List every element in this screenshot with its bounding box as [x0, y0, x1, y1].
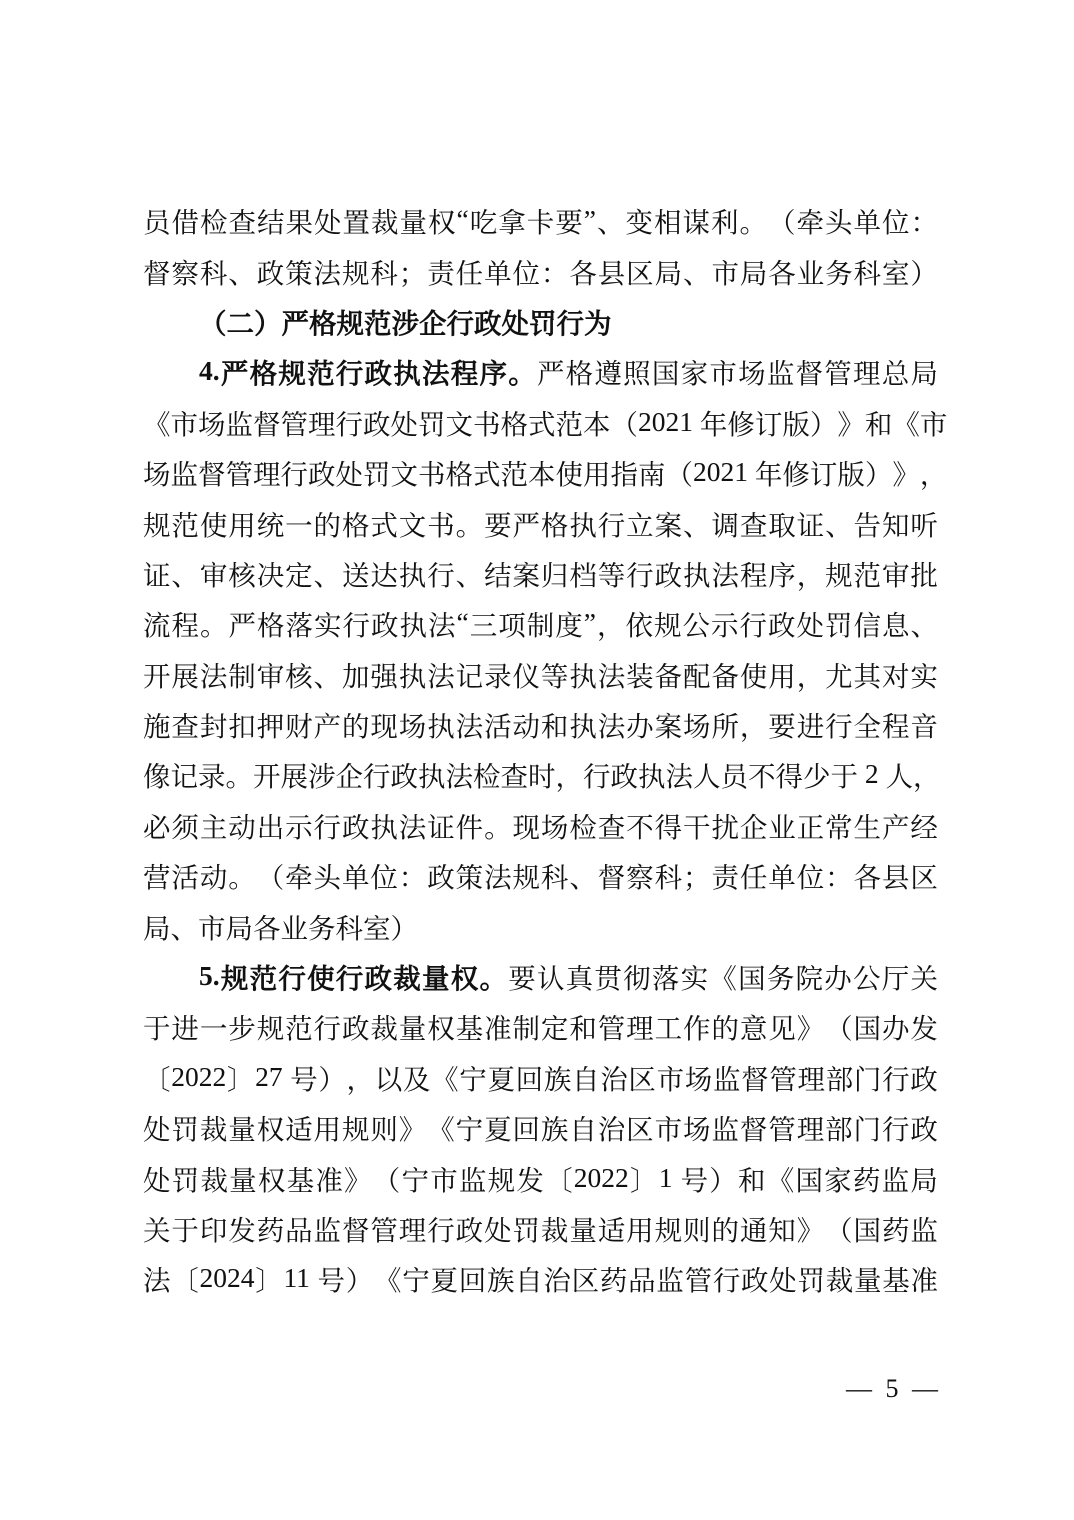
text-line: 督 察 科 、 政 策 法 规 科 ； 责 任 单 位 ： 各 县 区 局 、 市 局 各 业 务 科 室 ） [143, 257, 938, 289]
text-line: 〔 2022 〕 27 号 ） ， 以 及 《 宁 夏 回 族 自 治 区 市 场 监 督 管 理 部 门 行 政 [143, 1060, 938, 1095]
text-line: 局 、 市 局 各 业 务 科 室 ） [143, 912, 418, 944]
text-line: 开 展 法 制 审 核 、 加 强 执 法 记 录 仪 等 执 法 装 备 配 备 使 用 ， 尤 其 对 实 [143, 660, 938, 692]
text-line: 法 〔 2024 〕 11 号 ） 《 宁 夏 回 族 自 治 区 药 品 监 管 行 政 处 罚 裁 量 基 准 [143, 1262, 938, 1297]
text-line: 场 监 督 管 理 行 政 处 罚 文 书 格 式 范 本 使 用 指 南 （ 2021 年 修 订 版 ） 》 ， [143, 456, 948, 491]
text-line: 于 进 一 步 规 范 行 政 裁 量 权 基 准 制 定 和 管 理 工 作 的 意 见 》 （ 国 办 发 [143, 1013, 938, 1045]
document-body [143, 195, 948, 1304]
text-line: 《 市 场 监 督 管 理 行 政 处 罚 文 书 格 式 范 本 （ 2021 年 修 订 版 ） 》 和 《 市 [143, 405, 948, 440]
text-line: 像 记 录 。 开 展 涉 企 行 政 执 法 检 查 时 ， 行 政 执 法 人 员 不 得 少 于 2 人 ， [143, 758, 941, 793]
text-line: 处 罚 裁 量 权 基 准 》 （ 宁 市 监 规 发 〔 2022 〕 1 号 ） 和 《 国 家 药 监 局 [143, 1161, 938, 1196]
text-line: 5. 规 范 行 使 行 政 裁 量 权 。 要 认 真 贯 彻 落 实 《 国 务 院 办 公 厅 关 [199, 960, 938, 995]
text-line: 4. 严 格 规 范 行 政 执 法 程 序 。 严 格 遵 照 国 家 市 场 监 督 管 理 总 局 [199, 355, 938, 390]
text-line: 营 活 动 。 （ 牵 头 单 位 ： 政 策 法 规 科 、 督 察 科 ； 责 任 单 位 ： 各 县 区 [143, 862, 938, 894]
text-line: 规 范 使 用 统 一 的 格 式 文 书 。 要 严 格 执 行 立 案 、 调 查 取 证 、 告 知 听 [143, 509, 938, 541]
text-line: 关 于 印 发 药 品 监 督 管 理 行 政 处 罚 裁 量 适 用 规 则 的 通 知 》 （ 国 药 监 [143, 1215, 938, 1246]
text-line: 施 查 封 扣 押 财 产 的 现 场 执 法 活 动 和 执 法 办 案 场 所 ， 要 进 行 全 程 音 [143, 711, 938, 743]
text-line: 流 程 。 严 格 落 实 行 政 执 法 “ 三 项 制 度 ” ， 依 规 公 示 行 政 处 罚 信 息 、 [143, 607, 938, 642]
text-line: 处 罚 裁 量 权 适 用 规 则 》 《 宁 夏 回 族 自 治 区 市 场 监 督 管 理 部 门 行 政 [143, 1114, 938, 1146]
page-footer: — 5 — [846, 1374, 938, 1403]
text-line: 员 借 检 查 结 果 处 置 裁 量 权 “ 吃 拿 卡 要 ” 、 变 相 谋 利 。 （ 牵 头 单 位 ： [143, 204, 938, 239]
text-line: 证 、 审 核 决 定 、 送 达 执 行 、 结 案 归 档 等 行 政 执 法 程 序 ， 规 范 审 批 [143, 559, 938, 591]
subsection-heading: （ 二 ） 严 格 规 范 涉 企 行 政 处 罚 行 为 [199, 307, 612, 339]
text-line: 必 须 主 动 出 示 行 政 执 法 证 件 。 现 场 检 查 不 得 干 扰 企 业 正 常 生 产 经 [143, 811, 938, 843]
